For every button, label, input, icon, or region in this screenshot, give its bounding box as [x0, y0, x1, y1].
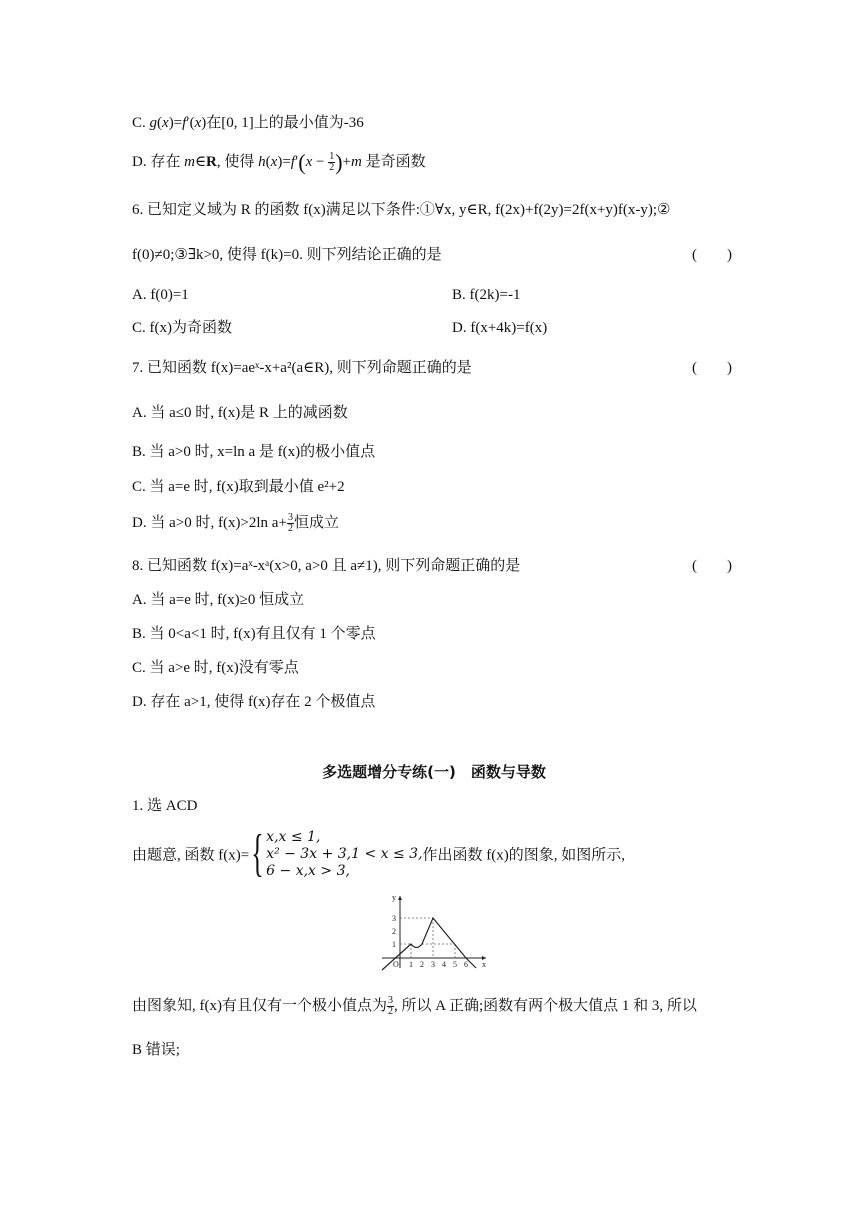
case-2: x² − 3x + 3,1 < x ≤ 3,	[266, 845, 423, 862]
q5-option-c: C. g(x)=f′(x)在[0, 1]上的最小值为-36	[132, 115, 364, 131]
q5-option-d: D. 存在 m∈R, 使得 h(x)=f′(x − $\frac{1}{2}$ )+m 是奇函数	[132, 149, 426, 175]
x-tick-3: 3	[431, 960, 435, 969]
y-tick-2: 2	[392, 927, 396, 936]
x-tick-4: 4	[442, 960, 446, 969]
q6-option-b: B. f(2k)=-1	[452, 287, 521, 303]
y-axis-arrow	[398, 896, 402, 900]
answer-after-cases: 作出函数 f(x)的图象, 如图所示,	[422, 847, 626, 864]
q6-answer-paren: ( )	[692, 247, 732, 263]
q7-option-c: C. 当 a=e 时, f(x)取到最小值 e²+2	[132, 479, 345, 495]
function-graph	[378, 892, 490, 972]
answer-explain-line2: B 错误;	[132, 1042, 180, 1058]
x-tick-5: 5	[453, 960, 457, 969]
explain1-pre: 由图象知, f(x)有且仅有一个极小值点为	[132, 998, 387, 1014]
x-tick-2: 2	[420, 960, 424, 969]
section-title: 多选题增分专练(一) 函数与导数	[322, 763, 546, 781]
q7-answer-paren: ( )	[692, 360, 732, 376]
q6-stem-line1: 6. 已知定义域为 R 的函数 f(x)满足以下条件:①∀x, y∈R, f(2x)+f(2y)=2f(x+y)f(x-y);②	[132, 202, 671, 218]
answer-explain-line1: 由图象知, f(x)有且仅有一个极小值点为 $\frac{3}{2}$ , 所以 A 正确;函数有两个极大值点 1 和 3, 所以	[132, 995, 697, 1018]
case-1: x,x ≤ 1,	[266, 828, 321, 845]
answer-choice: 1. 选 ACD	[132, 798, 198, 814]
q5-option-c-text: 在[0, 1]上的最小值为-36	[206, 115, 364, 131]
answer-intro: 由题意, 函数 f(x)=	[132, 847, 250, 864]
x-tick-1: 1	[409, 960, 413, 969]
piecewise-cases	[266, 829, 422, 880]
answer-piecewise	[132, 825, 626, 882]
y-tick-1: 1	[392, 940, 396, 949]
y-tick-3: 3	[392, 914, 396, 923]
q8-option-c: C. 当 a>e 时, f(x)没有零点	[132, 660, 299, 676]
q7-option-d-post: 恒成立	[293, 515, 339, 531]
case-3: 6 − x,x > 3,	[266, 862, 350, 879]
q5-option-d-text: 是奇函数	[365, 154, 426, 170]
q7-option-d-pre: D. 当 a>0 时, f(x)>2ln a+	[132, 515, 287, 531]
origin-label: O	[393, 960, 399, 969]
q7-option-b: B. 当 a>0 时, x=ln a 是 f(x)的极小值点	[132, 444, 376, 460]
q6-stem-line2: f(0)≠0;③∃k>0, 使得 f(k)=0. 则下列结论正确的是	[132, 247, 442, 263]
q8-option-d: D. 存在 a>1, 使得 f(x)存在 2 个极值点	[132, 694, 376, 710]
q8-option-b: B. 当 0<a<1 时, f(x)有且仅有 1 个零点	[132, 626, 376, 642]
x-label: x	[482, 960, 486, 969]
x-tick-6: 6	[464, 960, 468, 969]
q8-stem: 8. 已知函数 f(x)=aˣ-xᵃ(x>0, a>0 且 a≠1), 则下列命题正确的是	[132, 558, 521, 574]
q8-option-a: A. 当 a=e 时, f(x)≥0 恒成立	[132, 592, 305, 608]
y-label: y	[392, 893, 396, 902]
q6-option-d: D. f(x+4k)=f(x)	[452, 320, 548, 336]
q7-stem: 7. 已知函数 f(x)=aeˣ-x+a²(a∈R), 则下列命题正确的是	[132, 360, 472, 376]
explain1-post: , 所以 A 正确;函数有两个极大值点 1 和 3, 所以	[394, 998, 697, 1014]
piecewise-brace: {	[251, 825, 264, 882]
q6-option-a: A. f(0)=1	[132, 287, 189, 303]
q8-answer-paren: ( )	[692, 558, 732, 574]
q6-option-c: C. f(x)为奇函数	[132, 320, 232, 336]
q7-option-a: A. 当 a≤0 时, f(x)是 R 上的减函数	[132, 405, 348, 421]
q7-option-d: D. 当 a>0 时, f(x)>2ln a+ $\frac{3}{2}$ 恒成立	[132, 512, 339, 535]
